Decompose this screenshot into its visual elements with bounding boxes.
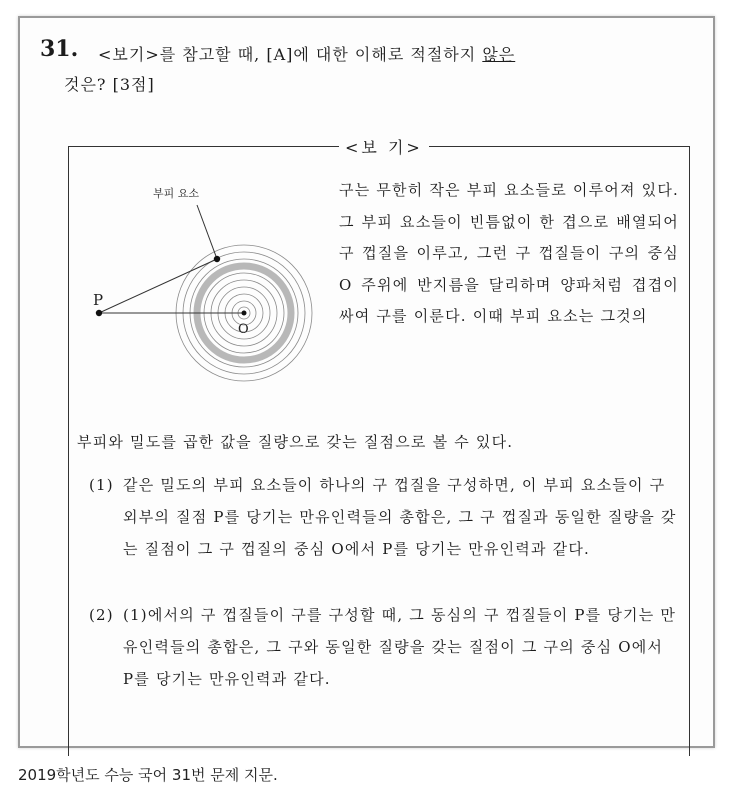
bogi-item-text: 같은 밀도의 부피 요소들이 하나의 구 껍질을 구성하면, 이 부피 요소들이 구 외부의 질점 P를 당기는 만유인력들의 총합은, 그 구 껍질과 동일한 질량을 갖는 질점이 그 구 껍질의 중심 O에서 P를 당기는 만유인력과 같다. — [123, 476, 677, 558]
question-text-line2: 것은? [3점] — [64, 75, 155, 94]
image-caption: 2019학년도 수능 국어 31번 문제 지문. — [18, 766, 278, 784]
center-o-dot — [242, 311, 247, 316]
question-underlined-word: 않은 — [482, 45, 516, 64]
bogi-intro-tail: 부피와 밀도를 곱한 값을 질량으로 갖는 질점으로 볼 수 있다. — [77, 433, 514, 451]
bogi-item-number: (2) — [89, 606, 114, 624]
bogi-item-text: (1)에서의 구 껍질들이 구를 구성할 때, 그 동심의 구 껍질들이 P를 당기는 만유인력들의 총합은, 그 구와 동일한 질량을 갖는 질점이 그 구의 중심 O에서 P를 당기는 만유인력과 같다. — [123, 606, 677, 688]
question-text: <보기>를 참고할 때, [A]에 대한 이해로 적절하지 — [98, 45, 477, 64]
bogi-item-number: (1) — [89, 476, 114, 494]
sphere-diagram — [79, 167, 319, 407]
point-p-label: P — [93, 291, 104, 309]
bogi-box — [68, 138, 690, 756]
question-number: 31. — [40, 36, 79, 62]
volume-element-label: 부피 요소 — [153, 187, 200, 200]
center-o-label: O — [238, 322, 249, 337]
volume-element-dot — [214, 256, 220, 262]
label-leader-line — [197, 205, 217, 259]
bogi-item-1 — [89, 469, 679, 565]
question-prompt — [98, 38, 698, 71]
bogi-item-2 — [89, 599, 679, 695]
point-p-dot — [96, 310, 102, 316]
bogi-intro-text: 구는 무한히 작은 부피 요소들로 이루어져 있다. 그 부피 요소들이 빈틈없이 한 겹으로 배열되어 구 껍질을 이루고, 그런 구 껍질들이 구의 중심 O 주위에 반지름을 달리하며 양파처럼 겹겹이 싸여 구를 이룬다. 이때 부피 요소는 그것의 — [339, 181, 679, 325]
exam-question-image — [18, 16, 715, 748]
bogi-title: <보 기> — [339, 135, 429, 158]
